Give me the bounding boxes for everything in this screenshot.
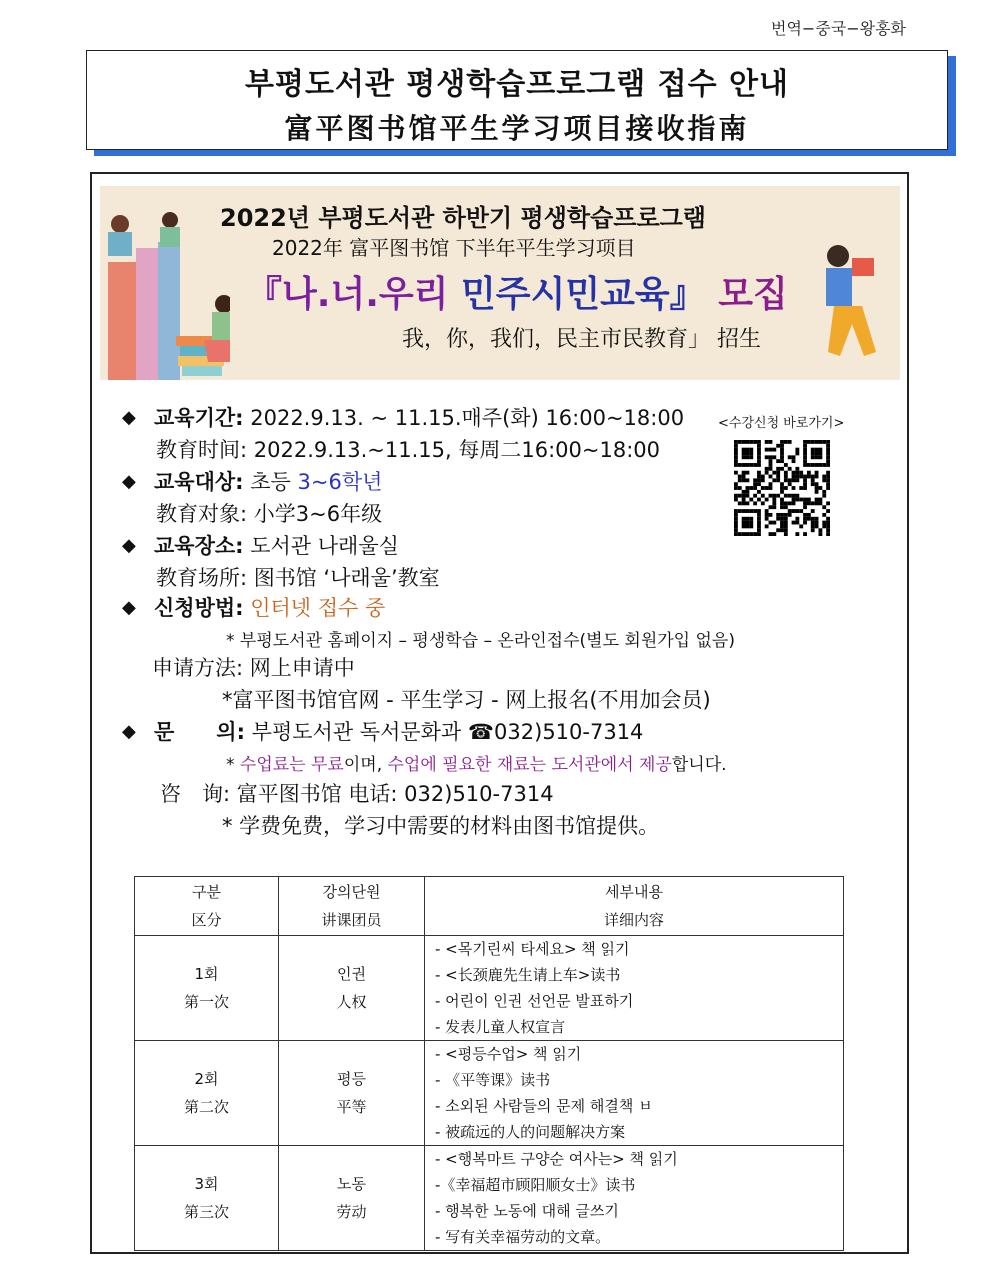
diamond-bullet-icon: ◆ — [122, 535, 136, 556]
inquiry-chinese: 咨 询: 富平图书馆 电话: 032)510-7314 — [160, 782, 554, 806]
inquiry-note-end: 합니다. — [671, 755, 727, 775]
detail-item: - 《平等课》读书 — [435, 1071, 551, 1089]
session-ko: 1회 — [194, 965, 219, 983]
unit-cell — [279, 1146, 425, 1251]
header-division-zh: 区分 — [191, 911, 222, 929]
unit-ko: 노동 — [337, 1175, 366, 1193]
apply-line — [154, 592, 385, 622]
period-line — [154, 402, 684, 432]
detail-item: - <평등수업> 책 읽기 — [435, 1045, 582, 1063]
inquiry-value: 부평도서관 독서문화과 ☎032)510-7314 — [251, 720, 644, 744]
header-cell — [279, 877, 425, 936]
unit-zh: 平等 — [336, 1098, 367, 1116]
books-illustration — [100, 186, 230, 380]
target-chinese: 教育对象: 小学3~6年级 — [156, 502, 383, 526]
detail-item: -《幸福超市顾阳顺女士》读书 — [435, 1176, 636, 1194]
session-cell — [135, 1146, 279, 1251]
detail-item: - 행복한 노동에 대해 글쓰기 — [435, 1202, 619, 1220]
diamond-bullet-icon: ◆ — [122, 407, 136, 428]
header-unit-zh: 讲课团员 — [321, 911, 382, 929]
header-details-ko: 세부내용 — [605, 883, 663, 901]
session-zh: 第二次 — [183, 1098, 229, 1116]
target-value-prefix: 초등 — [250, 470, 291, 494]
detail-item: - 发表儿童人权宣言 — [435, 1018, 566, 1036]
apply-chinese-note: *富平图书馆官网 - 平生学习 - 网上报名(不用加会员) — [222, 688, 711, 712]
title-korean: 부평도서관 평생학습프로그램 접수 안내 — [245, 67, 789, 102]
period-value: 2022.9.13. ~ 11.15.매주(화) 16:00~18:00 — [250, 406, 685, 430]
inquiry-note-middle: 이며, — [343, 755, 388, 775]
table-row — [135, 1146, 844, 1251]
banner-title-korean: 2022년 부평도서관 하반기 평생학습프로그램 — [220, 204, 706, 232]
qr-label: <수강신청 바로가기> — [718, 416, 845, 431]
detail-item: - 소외된 사람들의 문제 해결책 ㅂ — [435, 1097, 653, 1115]
unit-ko: 인권 — [337, 965, 366, 983]
banner-title-chinese: 2022年 富平图书馆 下半年平生学习项目 — [272, 236, 636, 260]
translator-note: 번역−중국−왕홍화 — [770, 19, 906, 38]
session-ko: 3회 — [194, 1175, 219, 1193]
detail-item: - 写有关幸福劳动的文章。 — [435, 1228, 611, 1246]
apply-value: 인터넷 접수 중 — [250, 596, 386, 620]
table-header-row — [135, 877, 844, 936]
details-cell — [425, 1146, 844, 1251]
session-zh: 第三次 — [183, 1203, 229, 1221]
details-cell — [425, 1041, 844, 1146]
unit-ko: 평등 — [337, 1070, 366, 1088]
inquiry-chinese-note: * 学费免费，学习中需要的材料由图书馆提供。 — [222, 814, 660, 838]
unit-zh: 人权 — [336, 993, 367, 1011]
main-content-box — [90, 172, 909, 1254]
diamond-bullet-icon: ◆ — [122, 471, 136, 492]
detail-item: - <长颈鹿先生请上车>读书 — [435, 966, 621, 984]
banner-main-title — [246, 266, 788, 317]
detail-item: - <목기린씨 타세요> 책 읽기 — [435, 940, 630, 958]
header-details-zh: 详细内容 — [603, 911, 664, 929]
header-cell — [135, 877, 279, 936]
banner-main-part1: 『나.너.우리 — [246, 274, 449, 315]
table-row — [135, 1041, 844, 1146]
detail-item: - 어린이 인권 선언문 발표하기 — [435, 992, 634, 1010]
banner-subtitle-chinese: 我，你，我们，民主市民教育」 招生 — [402, 327, 761, 352]
inquiry-note — [226, 750, 727, 775]
period-label: 교육기간: — [154, 406, 244, 430]
period-chinese: 教育时间: 2022.9.13.~11.15, 每周二16:00~18:00 — [156, 438, 660, 462]
diamond-bullet-icon: ◆ — [122, 721, 136, 742]
qr-code[interactable] — [734, 440, 830, 536]
title-box — [86, 50, 948, 150]
header-unit-ko: 강의단원 — [322, 883, 381, 901]
table-row — [135, 936, 844, 1041]
inquiry-label: 문 의: — [154, 720, 245, 744]
banner-main-part2: 민주시민교육』 — [461, 274, 706, 315]
reader-illustration — [816, 234, 886, 374]
session-cell — [135, 1041, 279, 1146]
inquiry-note-star: * — [226, 755, 240, 775]
unit-zh: 劳动 — [336, 1203, 367, 1221]
detail-item: - 被疏远的人的问题解决方案 — [435, 1123, 626, 1141]
title-chinese: 富平图书馆平生学习项目接收指南 — [284, 112, 750, 145]
schedule-table — [134, 876, 844, 1251]
header-division-ko: 구분 — [192, 883, 221, 901]
session-cell — [135, 936, 279, 1041]
place-value: 도서관 나래울실 — [250, 534, 399, 558]
target-value-grade: 3~6학년 — [297, 470, 383, 494]
place-label: 교육장소: — [154, 534, 244, 558]
place-line — [154, 530, 399, 560]
target-line — [154, 466, 382, 496]
place-chinese: 教育场所: 图书馆 ‘나래울’教室 — [156, 566, 440, 590]
header-cell — [425, 877, 844, 936]
program-banner — [100, 186, 900, 380]
unit-cell — [279, 1041, 425, 1146]
details-cell — [425, 936, 844, 1041]
apply-label: 신청방법: — [154, 596, 244, 620]
banner-main-part3: 모집 — [718, 274, 788, 315]
apply-chinese: 申请方法: 网上申请中 — [152, 656, 355, 680]
inquiry-note-materials: 수업에 필요한 재료는 도서관에서 제공 — [387, 755, 672, 775]
session-zh: 第一次 — [183, 993, 229, 1011]
inquiry-line — [154, 716, 643, 746]
detail-item: - <행복마트 구양순 여사는> 책 읽기 — [435, 1150, 678, 1168]
apply-note: * 부평도서관 홈페이지 – 평생학습 – 온라인접수(별도 회원가입 없음) — [226, 631, 735, 651]
inquiry-note-free: 수업료는 무료 — [239, 755, 344, 775]
session-ko: 2회 — [194, 1070, 219, 1088]
diamond-bullet-icon: ◆ — [122, 597, 136, 618]
unit-cell — [279, 936, 425, 1041]
target-label: 교육대상: — [154, 470, 244, 494]
